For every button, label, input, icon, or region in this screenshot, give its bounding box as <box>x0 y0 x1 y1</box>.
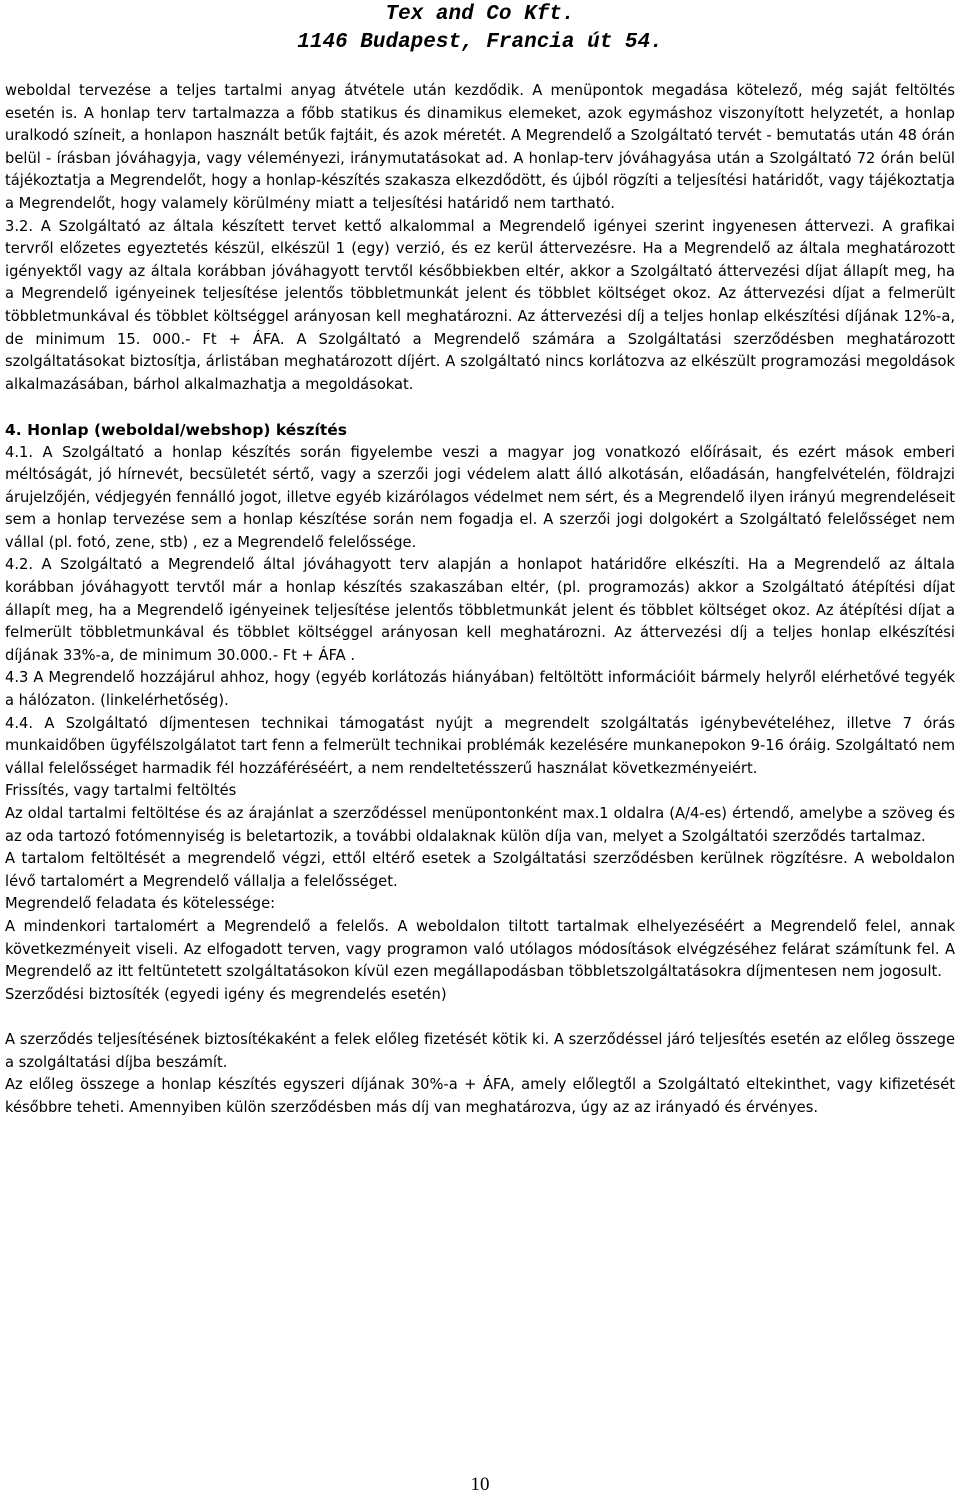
paragraph-felelosseg: A mindenkori tartalomért a Megrendelő a felelős. A weboldalon tiltott tartalmak elhelyezéséért a Megrendelő felel, annak következményeit viseli. Az elfogadott terven, vagy programon való utólagos módosítások elvégzéséhez felárat számítunk fel. A Megrendelő az itt feltüntetett szolgáltatásokon kívül ezen megállapodásban többletszolgáltatásokra díjmentesen nem jogosult. <box>5 917 955 981</box>
subheading-biztositek: Szerződési biztosíték (egyedi igény és megrendelés esetén) <box>5 985 447 1003</box>
paragraph-4-3: 4.3 A Megrendelő hozzájárul ahhoz, hogy (egyéb korlátozás hiányában) feltöltött információit bármely helyről elérhetővé tegyék a hálózaton. (linkelérhetőség). <box>5 669 955 710</box>
paragraph-4-1: 4.1. A Szolgáltató a honlap készítés során figyelembe veszi a magyar jog vonatkozó előírásait, és ezért mások emberi méltóságát, jó hírnevét, becsületét sértő, vagy a szerzői jogi védelem alatt álló alkotásán, előadásán, hangfelvételén, földrajzi árujelzőjén, védjegyén fennálló jogot, illetve egyéb kizárólagos védelmet nem sért, és a Megrendelő ilyen irányú megrendeléseit sem a honlap tervezése sem a honlap készítése során nem fogadja el. A szerzői jogi dolgokért a Szolgáltató felelősséget nem vállal (pl. fotó, zene, stb) , ez a Megrendelő felelőssége. <box>5 443 955 551</box>
page-number: 10 <box>470 1474 490 1495</box>
paragraph-4-2: 4.2. A Szolgáltató a Megrendelő által jóváhagyott terv alapján a honlapot határidőre elkészíti. Ha a Megrendelő az általa korábban jóváhagyott tervtől már a honlap készítés szakaszában eltér, (pl. programozás) akkor a Szolgáltató átépítési díjat állapít meg, ha a Megrendelő igényeinek teljesítése jelentős többletmunkát jelent és többlet költséget okoz. Az átépítési díjat a felmerült többletmunkával és többlet költséggel arányosan kell meghatározni. Az áttervezési díj a teljes honlap elkészítési díjának 33%-a, de minimum 30.000.- Ft + ÁFA . <box>5 556 955 664</box>
subheading-frissites: Frissítés, vagy tartalmi feltöltés <box>5 782 237 800</box>
subheading-kotelesseg: Megrendelő feladata és kötelessége: <box>5 895 276 913</box>
document-body <box>5 80 955 1119</box>
paragraph-eloleg-2: Az előleg összege a honlap készítés egyszeri díjának 30%-a + ÁFA, amely előlegtől a Szolgáltató eltekinthet, vagy kifizetését későbbre teheti. Amennyiben külön szerződésben más díj van meghatározva, úgy az az irányadó és érvényes. <box>5 1076 955 1116</box>
spacer <box>5 1006 955 1029</box>
paragraph-intro: weboldal tervezése a teljes tartalmi anyag átvétele után kezdődik. A menüpontok megadása kötelező, még saját feltöltés esetén is. A honlap terv tartalmazza a főbb statikus és dinamikus elemeket, azok egymáshoz viszonyított helyzetét, a honlap uralkodó színeit, a honlapon használt betűk fajtáit, és azok méretét. A Megrendelő a Szolgáltató tervét - bemutatás után 48 órán belül - írásban jóváhagyja, vagy véleményezi, iránymutatásokat ad. A honlap-terv jóváhagyása után a Szolgáltató 72 órán belül tájékoztatja a Megrendelőt, hogy a honlap-készítés szakasza elkezdődött, és újból rögzíti a teljesítési határidőt, vagy tájékoztatja a Megrendelőt, hogy valamely körülmény miatt a teljesítési határidő nem tartható. <box>5 82 955 212</box>
spacer <box>5 396 955 419</box>
section-heading: 4. Honlap (weboldal/webshop) készítés <box>5 420 348 439</box>
paragraph-eloleg-1: A szerződés teljesítésének biztosítékaként a felek előleg fizetését kötik ki. A szerződéssel járó teljesítés esetén az előleg összege a szolgáltatási díjba beszámít. <box>5 1030 955 1071</box>
paragraph-tartalom: A tartalom feltöltését a megrendelő végzi, ettől eltérő esetek a Szolgáltatási szerződésben kerülnek rögzítésre. A weboldalon lévő tartalomért a Megrendelő vállalja a felelősséget. <box>5 850 955 890</box>
paragraph-3-2: 3.2. A Szolgáltató az általa készített tervet kettő alkalommal a Megrendelő igényei szerint ingyenesen áttervezi. A grafikai tervről előzetes egyeztetés készül, elkészül 1 (egy) verzió, és ez kerül áttervezésre. Ha a Megrendelő az általa meghatározott igényektől vagy az általa korábban jóváhagyott tervtől későbbiekben eltér, akkor a Szolgáltató áttervezési díjat állapít meg, ha a Megrendelő igényeinek teljesítése jelentős többletmunkát jelent és többlet költséget okoz. Az áttervezési díjat a felmerült többletmunkával és többlet költséggel arányosan kell meghatározni. Az áttervezési díj a teljes honlap elkészítési díjának 12%-a, de minimum 15. 000.- Ft + ÁFA. A Szolgáltató a Megrendelő számára a Szolgáltatási szerződésben meghatározott szolgáltatásokat biztosítja, árlistában meghatározott díjért. A szolgáltató nincs korlátozva az elkészült programozási megoldások alkalmazásában, bárhol alkalmazhatja a megoldásokat. <box>5 217 955 393</box>
paragraph-4-4: 4.4. A Szolgáltató díjmentesen technikai támogatást nyújt a megrendelt szolgáltatás igénybevételéhez, illetve 7 órás munkaidőben ügyfélszolgálatot tart fenn a felmerült technikai problémák kezelésére munkanepokon 9-16 óráig. Szolgáltató nem vállal felelősséget harmadik fél hozzáféréséért, a nem rendeltetésszerű használat következményeiért. <box>5 714 955 777</box>
company-address: 1146 Budapest, Francia út 54. <box>297 31 663 54</box>
paragraph-feltoltes: Az oldal tartalmi feltöltése és az árajánlat a szerződéssel menüpontonként max.1 oldalra (A/4-es) értendő, amelybe a szöveg és az oda tartozó fotómennyiség is beletartozik, a további oldalaknak külön díja van, melyet a Szolgáltatói szerződés tartalmaz. <box>5 805 955 845</box>
company-name: Tex and Co Kft. <box>385 3 575 26</box>
